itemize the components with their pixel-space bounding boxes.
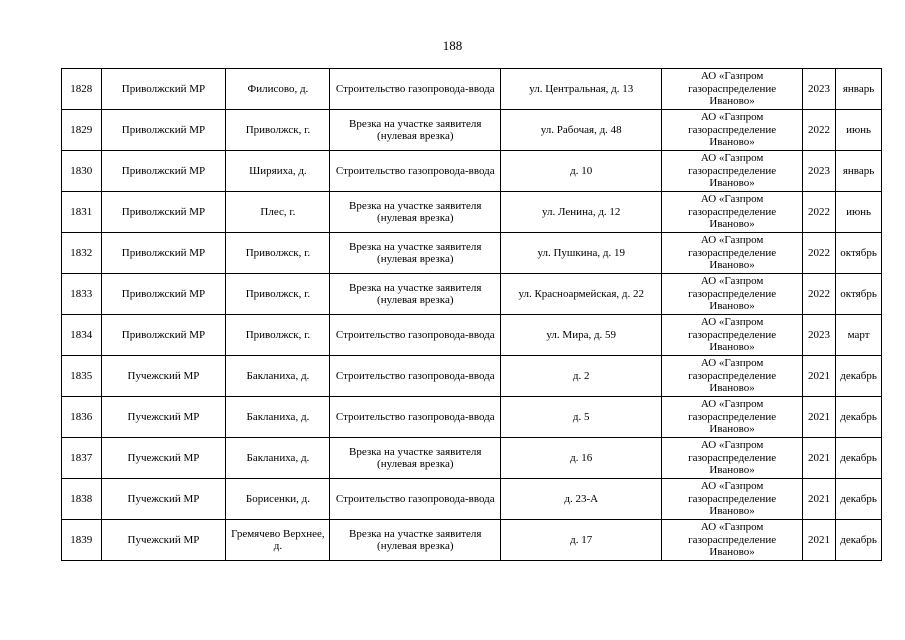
row-number-cell: 1838 [62, 479, 102, 520]
table-body [62, 69, 882, 561]
work-type-cell: Врезка на участке заявителя (нулевая врезка) [330, 438, 501, 479]
work-type-cell: Строительство газопровода-ввода [330, 69, 501, 110]
work-type-cell: Строительство газопровода-ввода [330, 315, 501, 356]
work-type-cell: Врезка на участке заявителя (нулевая врезка) [330, 192, 501, 233]
district-cell: Пучежский МР [101, 397, 226, 438]
work-type-cell: Врезка на участке заявителя (нулевая врезка) [330, 233, 501, 274]
organization-cell: АО «Газпром газораспределение Иваново» [662, 151, 802, 192]
address-cell: ул. Пушкина, д. 19 [501, 233, 662, 274]
organization-cell: АО «Газпром газораспределение Иваново» [662, 397, 802, 438]
district-cell: Приволжский МР [101, 151, 226, 192]
organization-cell: АО «Газпром газораспределение Иваново» [662, 274, 802, 315]
page-number: 188 [442, 38, 463, 53]
organization-cell: АО «Газпром газораспределение Иваново» [662, 110, 802, 151]
year-cell: 2022 [802, 233, 835, 274]
organization-cell: АО «Газпром газораспределение Иваново» [662, 356, 802, 397]
table-row [62, 110, 882, 151]
address-cell: ул. Ленина, д. 12 [501, 192, 662, 233]
district-cell: Приволжский МР [101, 192, 226, 233]
address-cell: д. 2 [501, 356, 662, 397]
year-cell: 2023 [802, 151, 835, 192]
work-type-cell: Врезка на участке заявителя (нулевая врезка) [330, 274, 501, 315]
row-number-cell: 1839 [62, 520, 102, 561]
settlement-cell: Бакланиха, д. [226, 356, 330, 397]
settlement-cell: Приволжск, г. [226, 274, 330, 315]
district-cell: Приволжский МР [101, 110, 226, 151]
settlement-cell: Ширяиха, д. [226, 151, 330, 192]
address-cell: ул. Красноармейская, д. 22 [501, 274, 662, 315]
year-cell: 2021 [802, 356, 835, 397]
year-cell: 2021 [802, 438, 835, 479]
address-cell: д. 10 [501, 151, 662, 192]
month-cell: март [836, 315, 882, 356]
row-number-cell: 1834 [62, 315, 102, 356]
table-row [62, 233, 882, 274]
address-cell: д. 16 [501, 438, 662, 479]
row-number-cell: 1833 [62, 274, 102, 315]
table-row [62, 520, 882, 561]
district-cell: Приволжский МР [101, 315, 226, 356]
settlement-cell: Филисово, д. [226, 69, 330, 110]
row-number-cell: 1835 [62, 356, 102, 397]
address-cell: д. 17 [501, 520, 662, 561]
month-cell: январь [836, 69, 882, 110]
table-row [62, 274, 882, 315]
district-cell: Пучежский МР [101, 356, 226, 397]
month-cell: октябрь [836, 274, 882, 315]
table-row [62, 356, 882, 397]
organization-cell: АО «Газпром газораспределение Иваново» [662, 69, 802, 110]
month-cell: декабрь [836, 438, 882, 479]
organization-cell: АО «Газпром газораспределение Иваново» [662, 438, 802, 479]
row-number-cell: 1831 [62, 192, 102, 233]
work-type-cell: Строительство газопровода-ввода [330, 397, 501, 438]
row-number-cell: 1828 [62, 69, 102, 110]
address-cell: ул. Мира, д. 59 [501, 315, 662, 356]
table-row [62, 479, 882, 520]
year-cell: 2022 [802, 110, 835, 151]
year-cell: 2021 [802, 397, 835, 438]
month-cell: июнь [836, 110, 882, 151]
address-cell: ул. Рабочая, д. 48 [501, 110, 662, 151]
month-cell: декабрь [836, 397, 882, 438]
address-cell: ул. Центральная, д. 13 [501, 69, 662, 110]
month-cell: январь [836, 151, 882, 192]
district-cell: Пучежский МР [101, 520, 226, 561]
organization-cell: АО «Газпром газораспределение Иваново» [662, 479, 802, 520]
table-row [62, 315, 882, 356]
year-cell: 2021 [802, 520, 835, 561]
month-cell: декабрь [836, 479, 882, 520]
year-cell: 2021 [802, 479, 835, 520]
settlement-cell: Гремячево Верхнее, д. [226, 520, 330, 561]
year-cell: 2023 [802, 69, 835, 110]
month-cell: июнь [836, 192, 882, 233]
year-cell: 2022 [802, 274, 835, 315]
organization-cell: АО «Газпром газораспределение Иваново» [662, 233, 802, 274]
work-type-cell: Строительство газопровода-ввода [330, 151, 501, 192]
work-type-cell: Строительство газопровода-ввода [330, 479, 501, 520]
year-cell: 2023 [802, 315, 835, 356]
row-number-cell: 1837 [62, 438, 102, 479]
district-cell: Приволжский МР [101, 274, 226, 315]
settlement-cell: Борисенки, д. [226, 479, 330, 520]
row-number-cell: 1836 [62, 397, 102, 438]
organization-cell: АО «Газпром газораспределение Иваново» [662, 315, 802, 356]
district-cell: Пучежский МР [101, 438, 226, 479]
table-row [62, 397, 882, 438]
organization-cell: АО «Газпром газораспределение Иваново» [662, 192, 802, 233]
table-row [62, 151, 882, 192]
settlement-cell: Приволжск, г. [226, 315, 330, 356]
gasification-table [61, 68, 882, 561]
district-cell: Приволжский МР [101, 69, 226, 110]
row-number-cell: 1832 [62, 233, 102, 274]
work-type-cell: Врезка на участке заявителя (нулевая врезка) [330, 520, 501, 561]
month-cell: декабрь [836, 520, 882, 561]
organization-cell: АО «Газпром газораспределение Иваново» [662, 520, 802, 561]
settlement-cell: Бакланиха, д. [226, 397, 330, 438]
table-row [62, 438, 882, 479]
work-type-cell: Врезка на участке заявителя (нулевая врезка) [330, 110, 501, 151]
settlement-cell: Приволжск, г. [226, 233, 330, 274]
settlement-cell: Бакланиха, д. [226, 438, 330, 479]
district-cell: Приволжский МР [101, 233, 226, 274]
row-number-cell: 1830 [62, 151, 102, 192]
district-cell: Пучежский МР [101, 479, 226, 520]
address-cell: д. 5 [501, 397, 662, 438]
address-cell: д. 23-А [501, 479, 662, 520]
year-cell: 2022 [802, 192, 835, 233]
month-cell: декабрь [836, 356, 882, 397]
settlement-cell: Плес, г. [226, 192, 330, 233]
settlement-cell: Приволжск, г. [226, 110, 330, 151]
table-row [62, 69, 882, 110]
month-cell: октябрь [836, 233, 882, 274]
row-number-cell: 1829 [62, 110, 102, 151]
table-row [62, 192, 882, 233]
work-type-cell: Строительство газопровода-ввода [330, 356, 501, 397]
